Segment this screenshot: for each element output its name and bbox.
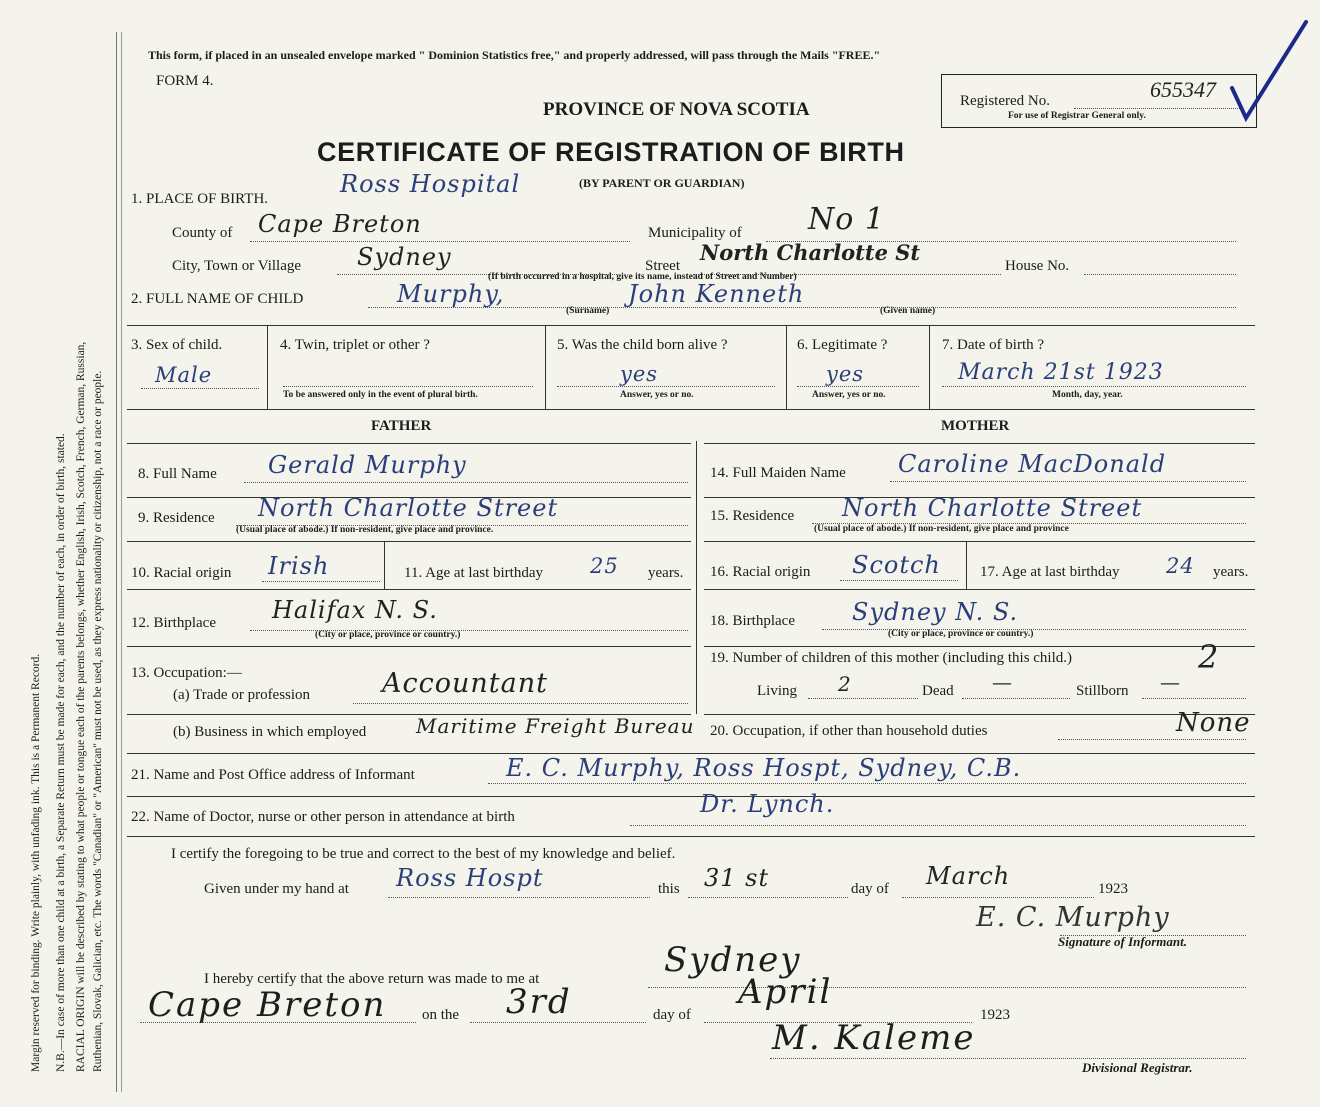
registrar-place-value: Sydney	[664, 940, 802, 980]
certification-year-value: 1923	[1098, 881, 1128, 897]
given-label: Given under my hand at	[204, 881, 349, 897]
place-of-birth-value: Ross Hospital	[340, 170, 521, 198]
father-age-label: 11. Age at last birthday	[404, 565, 543, 581]
municipality-value: No 1	[808, 202, 885, 237]
father-age-value: 25	[590, 554, 619, 578]
registrar-county-line	[140, 1022, 416, 1023]
mother-birthplace-note: (City or place, province or country.)	[888, 629, 1034, 639]
children-count-label: 19. Number of children of this mother (including this child.)	[710, 650, 1073, 666]
father-heading: FATHER	[371, 418, 432, 434]
margin-note-4: Ruthenian, Slovak, Galician, etc. The words "Canadian" or "American" must not be used, as they express nationality or citizenship, not a race or people.	[92, 370, 104, 1072]
county-label: County of	[172, 225, 233, 241]
this-label: this	[658, 881, 680, 897]
margin-note-1: Margin reserved for binding. Write plainly, with unfading ink. This is a Permanent Record.	[30, 653, 42, 1072]
registered-dotline	[1074, 108, 1242, 109]
doctor-label: 22. Name of Doctor, nurse or other person in attendance at birth	[131, 809, 515, 825]
registrar-county-value: Cape Breton	[148, 985, 387, 1025]
registrar-use-note: For use of Registrar General only.	[1008, 111, 1146, 121]
trade-value: Accountant	[382, 668, 548, 699]
alive-line	[557, 386, 775, 387]
mother-race-line	[840, 580, 958, 581]
living-value: 2	[838, 672, 852, 696]
city-label: City, Town or Village	[172, 258, 302, 274]
certification-statement: I certify the foregoing to be true and correct to the best of my knowledge and belief.	[171, 846, 676, 862]
mother-row-rule-5	[704, 714, 1255, 715]
registrar-day-value: 3rd	[506, 982, 572, 1022]
dob-label: 7. Date of birth ?	[942, 337, 1045, 353]
mother-residence-label: 15. Residence	[710, 508, 795, 524]
father-heading-rule	[127, 443, 691, 444]
father-birthplace-value: Halifax N. S.	[272, 596, 438, 624]
margin-note-2: N.B.—In case of more than one child at a birth, a Separate Return must be made for each, and the number of each, in order of birth, stated.	[55, 433, 67, 1072]
mother-race-value: Scotch	[852, 551, 941, 579]
legitimate-label: 6. Legitimate ?	[797, 337, 888, 353]
on-the-label: on the	[422, 1007, 460, 1023]
registrar-day-line	[470, 1022, 646, 1023]
hospital-note: (If birth occurred in a hospital, give its name, instead of Street and Number)	[488, 272, 797, 282]
county-line	[250, 241, 630, 242]
child-given-name: John Kenneth	[628, 280, 805, 308]
day-line	[688, 897, 848, 898]
row3-divider-2	[545, 325, 546, 409]
informant-signature: E. C. Murphy	[976, 902, 1170, 933]
mother-row-rule-4	[704, 646, 1255, 647]
father-residence-value: North Charlotte Street	[258, 494, 559, 522]
alive-note: Answer, yes or no.	[620, 390, 694, 400]
living-line	[808, 698, 918, 699]
father-race-line	[262, 581, 380, 582]
twin-line	[283, 386, 533, 387]
surname-caption: (Surname)	[566, 306, 610, 316]
living-label: Living	[757, 683, 797, 699]
form-number: FORM 4.	[156, 73, 214, 89]
mother-residence-value: North Charlotte Street	[842, 494, 1143, 522]
mother-name-value: Caroline MacDonald	[898, 450, 1167, 478]
informant-signature-caption: Signature of Informant.	[1058, 934, 1187, 949]
father-residence-label: 9. Residence	[138, 510, 215, 526]
registrar-statement: I hereby certify that the above return was made to me at	[204, 971, 540, 987]
house-line	[1084, 274, 1236, 275]
month-line	[902, 897, 1094, 898]
given-name-caption: (Given name)	[880, 306, 936, 316]
father-age-unit: years.	[648, 565, 684, 581]
father-race-value: Irish	[268, 552, 330, 580]
child-name-label: 2. FULL NAME OF CHILD	[131, 291, 304, 307]
children-count-value: 2	[1198, 638, 1220, 676]
stillborn-value: —	[1160, 670, 1181, 694]
mother-row-rule-3	[704, 589, 1255, 590]
mother-race-label: 16. Racial origin	[710, 564, 811, 580]
row3-bottom-rule	[127, 409, 1255, 410]
mother-birthplace-label: 18. Birthplace	[710, 613, 795, 629]
twin-label: 4. Twin, triplet or other ?	[280, 337, 430, 353]
father-name-label: 8. Full Name	[138, 466, 217, 482]
mother-heading-rule	[704, 443, 1255, 444]
alive-value: yes	[620, 362, 659, 386]
mother-row-rule-2	[704, 541, 1255, 542]
informant-value: E. C. Murphy, Ross Hospt, Sydney, C.B.	[506, 754, 1022, 782]
certificate-title: CERTIFICATE OF REGISTRATION OF BIRTH	[317, 137, 905, 167]
father-residence-note: (Usual place of abode.) If non-resident, give place and province.	[236, 525, 494, 535]
row3-divider-1	[267, 325, 268, 409]
legitimate-value: yes	[826, 362, 865, 386]
postal-note: This form, if placed in an unsealed envelope marked " Dominion Statistics free," and properly addressed, will pass through the Mails "FREE."	[148, 48, 881, 62]
mother-heading: MOTHER	[941, 418, 1010, 434]
father-row-rule-2	[127, 541, 691, 542]
mother-occupation-label: 20. Occupation, if other than household duties	[710, 723, 988, 739]
stillborn-label: Stillborn	[1076, 683, 1129, 699]
doctor-line	[630, 825, 1246, 826]
registrar-year-value: 1923	[980, 1007, 1010, 1023]
check-mark-icon	[1228, 18, 1310, 128]
registrar-signature-line	[770, 1058, 1246, 1059]
mother-occ-line	[1058, 739, 1246, 740]
father-race-label: 10. Racial origin	[131, 565, 232, 581]
row-rule-21	[127, 796, 1255, 797]
dob-value: March 21st 1923	[958, 360, 1164, 385]
municipality-label: Municipality of	[648, 225, 742, 241]
county-value: Cape Breton	[258, 210, 422, 238]
registrar-caption: Divisional Registrar.	[1082, 1060, 1193, 1075]
business-value: Maritime Freight Bureau	[416, 714, 695, 738]
row3-divider-3	[786, 325, 787, 409]
registrar-month-value: April	[738, 972, 833, 1012]
street-value: North Charlotte St	[700, 240, 921, 265]
binding-margin-rule-2	[121, 32, 122, 1092]
mother-age-value: 24	[1166, 554, 1195, 578]
doctor-value: Dr. Lynch.	[700, 790, 835, 818]
mother-residence-note: (Usual place of abode.) If non-resident, give place and province	[814, 524, 1069, 534]
row3-top-rule	[127, 325, 1255, 326]
place-of-birth-label: 1. PLACE OF BIRTH.	[131, 191, 269, 207]
dead-label: Dead	[922, 683, 954, 699]
father-race-divider	[384, 541, 385, 589]
registrar-signature: M. Kaleme	[772, 1018, 976, 1058]
mother-name-label: 14. Full Maiden Name	[710, 465, 846, 481]
trade-label: (a) Trade or profession	[173, 687, 311, 703]
certification-day-value: 31 st	[704, 864, 770, 892]
mother-age-label: 17. Age at last birthday	[980, 564, 1120, 580]
certification-month-value: March	[926, 862, 1011, 890]
binding-margin-rule	[116, 32, 117, 1092]
dead-value: —	[992, 670, 1013, 694]
registered-label: Registered No.	[960, 93, 1050, 109]
mother-name-line	[890, 481, 1246, 482]
sex-value: Male	[155, 363, 213, 387]
certificate-subtitle: (BY PARENT OR GUARDIAN)	[579, 176, 745, 190]
child-surname: Murphy,	[397, 280, 505, 308]
sex-label: 3. Sex of child.	[131, 337, 223, 353]
occupation-label: 13. Occupation:—	[131, 665, 242, 681]
business-label: (b) Business in which employed	[173, 724, 367, 740]
center-divider	[696, 441, 697, 714]
mother-birthplace-value: Sydney N. S.	[852, 598, 1019, 626]
father-birthplace-note: (City or place, province or country.)	[315, 630, 461, 640]
legitimate-note: Answer, yes or no.	[812, 390, 886, 400]
stillborn-line	[1142, 698, 1246, 699]
given-place-value: Ross Hospt	[396, 864, 544, 892]
legit-line	[797, 386, 919, 387]
informant-label: 21. Name and Post Office address of Informant	[131, 767, 415, 783]
father-row-rule-4	[127, 646, 691, 647]
alive-label: 5. Was the child born alive ?	[557, 337, 728, 353]
father-name-value: Gerald Murphy	[268, 451, 467, 479]
given-place-line	[388, 897, 650, 898]
mother-race-divider	[966, 541, 967, 589]
registered-value: 655347	[1150, 77, 1216, 102]
margin-note-3: RACIAL ORIGIN will be described by stating to what people or tongue each of the parents belongs, whether English, Irish, Scotch, French, German, Russian,	[75, 341, 87, 1072]
mother-bp-line	[822, 629, 1246, 630]
dob-note: Month, day, year.	[1052, 390, 1123, 400]
province-title: PROVINCE OF NOVA SCOTIA	[543, 99, 810, 120]
mother-age-unit: years.	[1213, 564, 1249, 580]
twin-note: To be answered only in the event of plural birth.	[283, 390, 478, 400]
trade-line	[353, 703, 688, 704]
sex-line	[141, 388, 259, 389]
father-row-rule-3	[127, 589, 691, 590]
house-number-label: House No.	[1005, 258, 1070, 274]
street-label: Street	[645, 258, 680, 274]
father-name-line	[244, 482, 688, 483]
registrar-day-of-label: day of	[653, 1007, 691, 1023]
row-rule-22	[127, 836, 1255, 837]
row3-divider-4	[929, 325, 930, 409]
father-birthplace-label: 12. Birthplace	[131, 615, 216, 631]
dead-line	[962, 698, 1070, 699]
city-value: Sydney	[357, 243, 452, 271]
dob-line	[942, 386, 1246, 387]
mother-occupation-value: None	[1176, 708, 1251, 738]
day-of-label: day of	[851, 881, 889, 897]
informant-line	[488, 783, 1246, 784]
